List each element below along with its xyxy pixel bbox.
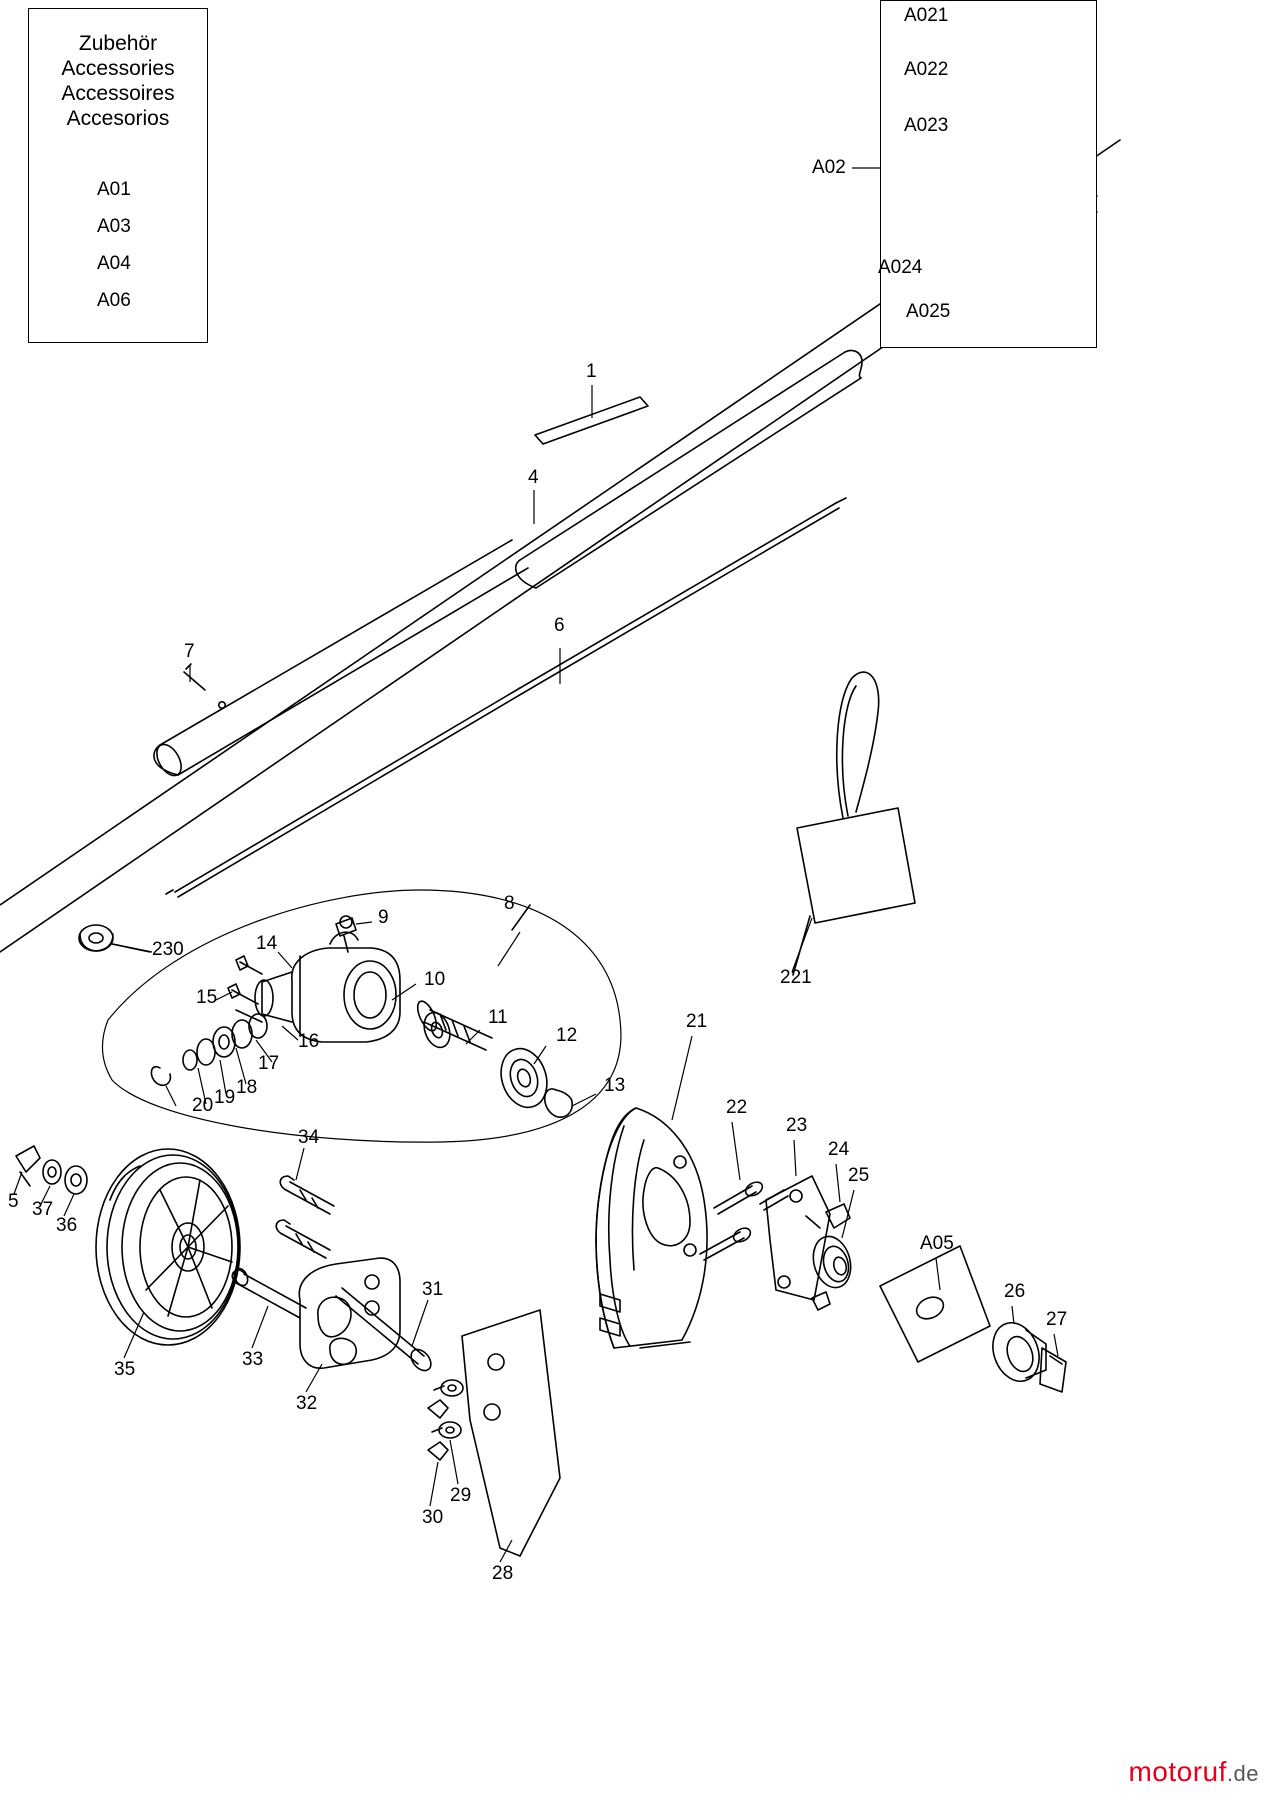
callout-14: 14 [256,933,278,954]
callout-a05: A05 [920,1233,954,1254]
legend-title-es: Accesorios [66,107,170,130]
callout-a021: A021 [904,5,949,26]
callout-221: 221 [780,967,812,988]
callout-22: 22 [726,1097,748,1118]
callout-33: 33 [242,1349,264,1370]
callout-21: 21 [686,1011,708,1032]
callout-20: 20 [192,1095,214,1116]
callout-30: 30 [422,1507,444,1528]
callout-35: 35 [114,1359,136,1380]
callout-6: 6 [554,615,565,636]
callout-1: 1 [586,361,597,382]
callout-25: 25 [848,1165,870,1186]
callout-10: 10 [424,969,446,990]
callout-34: 34 [298,1127,320,1148]
legend-title-de: Zubehör [78,32,158,55]
watermark-brand: motoruf [1128,1756,1227,1787]
motoruf-watermark [1128,1756,1259,1788]
legend-titles [29,31,207,131]
callout-a025: A025 [906,301,951,322]
callout-7: 7 [184,641,195,662]
accessories-legend-box [28,8,208,343]
legend-title-fr: Accessoires [61,82,175,105]
legend-title-en: Accessories [61,57,175,80]
legend-code-a06: A06 [97,290,131,311]
callout-32: 32 [296,1393,318,1414]
callout-26: 26 [1004,1281,1026,1302]
legend-code-a04: A04 [97,253,131,274]
a02-detail-box [880,0,1097,348]
callout-230: 230 [152,939,184,960]
callout-29: 29 [450,1485,472,1506]
callout-4: 4 [528,467,539,488]
callout-24: 24 [828,1139,850,1160]
callout-27: 27 [1046,1309,1068,1330]
legend-codes [29,171,207,319]
callout-37: 37 [32,1199,54,1220]
callout-17: 17 [258,1053,280,1074]
callout-13: 13 [604,1075,626,1096]
callout-12: 12 [556,1025,578,1046]
callout-18: 18 [236,1077,258,1098]
callout-11: 11 [488,1007,508,1028]
callout-15: 15 [196,987,218,1008]
callout-16: 16 [298,1031,320,1052]
legend-code-a01: A01 [97,179,131,200]
legend-code-a03: A03 [97,216,131,237]
callout-19: 19 [214,1087,236,1108]
callout-31: 31 [422,1279,444,1300]
callout-a02: A02 [812,157,846,178]
callout-23: 23 [786,1115,808,1136]
callout-9: 9 [378,907,389,928]
watermark-suffix: .de [1226,1761,1259,1786]
callout-28: 28 [492,1563,514,1584]
callout-a024: A024 [878,257,923,278]
callout-5: 5 [8,1191,19,1212]
callout-36: 36 [56,1215,78,1236]
callout-8: 8 [504,893,515,914]
callout-a022: A022 [904,59,949,80]
callout-a023: A023 [904,115,949,136]
